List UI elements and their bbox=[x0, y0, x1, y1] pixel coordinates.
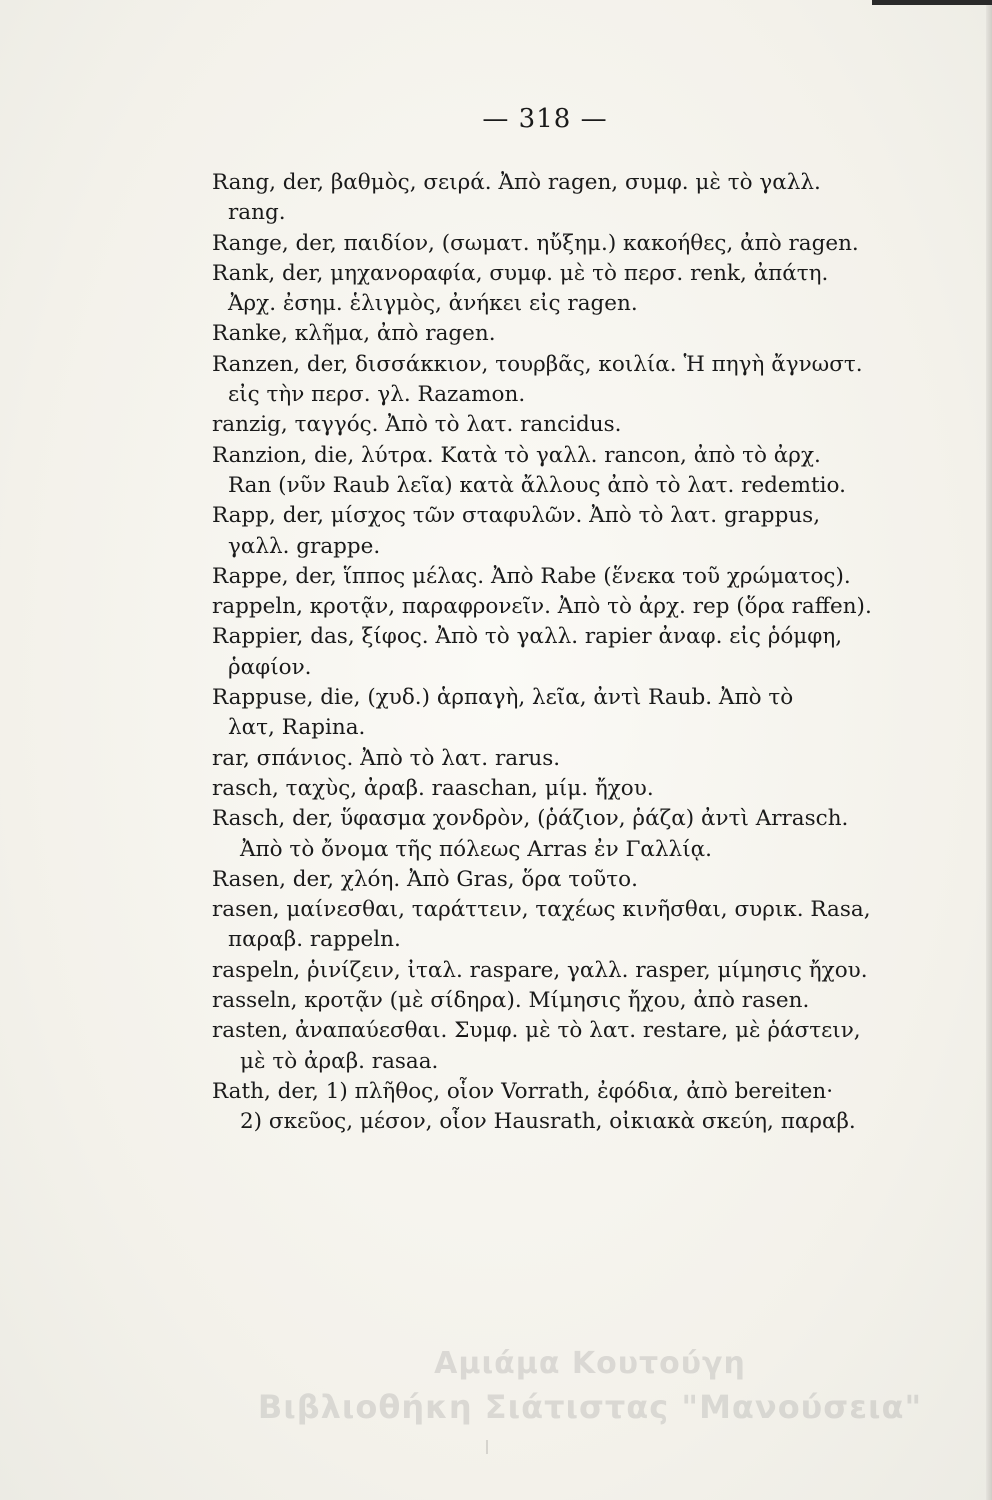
text-line: 2) σκεῦος, μέσον, οἷον Hausrath, οἰκιακὰ σκεύη, παραβ. bbox=[240, 1109, 856, 1135]
text-line: Range, der, παιδίον, (σωματ. ηὔξημ.) κακοήθες, ἀπὸ ragen. bbox=[212, 230, 859, 256]
text-line: Rasch, der, ὕφασμα χονδρὸν, (ῥάζιον, ῥάζα) ἀντὶ Arrasch. bbox=[212, 806, 849, 832]
text-line: rappeln, κροτᾷν, παραφρονεῖν. Ἀπὸ τὸ ἀρχ. rep (ὅρα raffen). bbox=[212, 594, 872, 620]
page-bottom-mark bbox=[486, 1440, 488, 1454]
text-line: Ran (νῦν Raub λεῖα) κατὰ ἄλλους ἀπὸ τὸ λατ. redemtio. bbox=[228, 472, 846, 498]
text-line: Rank, der, μηχανοραφία, συμφ. μὲ τὸ περσ. renk, ἀπάτη. bbox=[212, 260, 829, 286]
text-line: Rang, der, βαθμὸς, σειρά. Ἀπὸ ragen, συμφ. μὲ τὸ γαλλ. bbox=[212, 170, 821, 195]
text-line: μὲ τὸ ἀραβ. rasaa. bbox=[240, 1048, 439, 1074]
text-line: Ἀπὸ τὸ ὄνομα τῆς πόλεως Arras ἐν Γαλλίᾳ. bbox=[240, 836, 712, 862]
text-line: rasen, μαίνεσθαι, ταράττειν, ταχέως κινῆσθαι, συρικ. Rasa, bbox=[212, 897, 871, 923]
text-line: παραβ. rappeln. bbox=[228, 927, 401, 953]
page-number: — 318 — bbox=[482, 104, 608, 134]
text-line: εἰς τὴν περσ. γλ. Razamon. bbox=[228, 382, 526, 408]
text-line: rar, σπάνιος. Ἀπὸ τὸ λατ. rarus. bbox=[212, 745, 561, 771]
text-line: rasseln, κροτᾷν (μὲ σίδηρα). Μίμησις ἤχου, ἀπὸ rasen. bbox=[212, 988, 810, 1014]
text-line: raspeln, ῥινίζειν, ἰταλ. raspare, γαλλ. rasper, μίμησις ἤχου. bbox=[212, 957, 868, 983]
text-line: Ἀρχ. ἐσημ. ἑλιγμὸς, ἀνήκει εἰς ragen. bbox=[228, 291, 638, 317]
text-line: Rappe, der, ἵππος μέλας. Ἀπὸ Rabe (ἕνεκα τοῦ χρώματος). bbox=[212, 563, 851, 589]
text-line: Rappuse, die, (χυδ.) ἁρπαγὴ, λεῖα, ἀντὶ Raub. Ἀπὸ τὸ bbox=[212, 685, 794, 711]
text-line: Ranzion, die, λύτρα. Κατὰ τὸ γαλλ. rancon, ἀπὸ τὸ ἀρχ. bbox=[212, 442, 821, 468]
dictionary-text bbox=[212, 168, 932, 1138]
text-line: ῥαφίον. bbox=[228, 654, 312, 680]
text-line: rasten, ἀναπαύεσθαι. Συμφ. μὲ τὸ λατ. restare, μὲ ῥάστειν, bbox=[212, 1018, 861, 1044]
text-line: γαλλ. grappe. bbox=[228, 533, 381, 559]
page-edge bbox=[986, 0, 992, 1500]
text-line: Rappier, das, ξίφος. Ἀπὸ τὸ γαλλ. rapier ἀναφ. εἰς ῥόμφη, bbox=[212, 624, 843, 650]
page-corner-mark bbox=[872, 0, 992, 5]
library-watermark-title: Βιβλιοθήκη Σιάτιστας "Μανούσεια" bbox=[257, 1388, 923, 1426]
text-line: Ranzen, der, δισσάκκιον, τουρβᾶς, κοιλία. Ἡ πηγὴ ἄγνωστ. bbox=[212, 351, 863, 377]
text-line: Ranke, κλῆμα, ἀπὸ ragen. bbox=[212, 321, 496, 347]
library-watermark-name: Αμιάμα Κουτούγη bbox=[434, 1346, 746, 1381]
text-line: rang. bbox=[228, 200, 286, 226]
text-line: Rasen, der, χλόη. Ἀπὸ Gras, ὅρα τοῦτο. bbox=[212, 866, 638, 892]
text-line: Rath, der, 1) πλῆθος, οἷον Vorrath, ἐφόδια, ἀπὸ bereiten· bbox=[212, 1078, 834, 1104]
text-line: λατ, Rapina. bbox=[228, 715, 366, 741]
text-line: ranzig, ταγγός. Ἀπὸ τὸ λατ. rancidus. bbox=[212, 412, 622, 438]
text-line: Rapp, der, μίσχος τῶν σταφυλῶν. Ἀπὸ τὸ λατ. grappus, bbox=[212, 503, 821, 529]
text-line: rasch, ταχὺς, ἀραβ. raaschan, μίμ. ἤχου. bbox=[212, 775, 654, 801]
